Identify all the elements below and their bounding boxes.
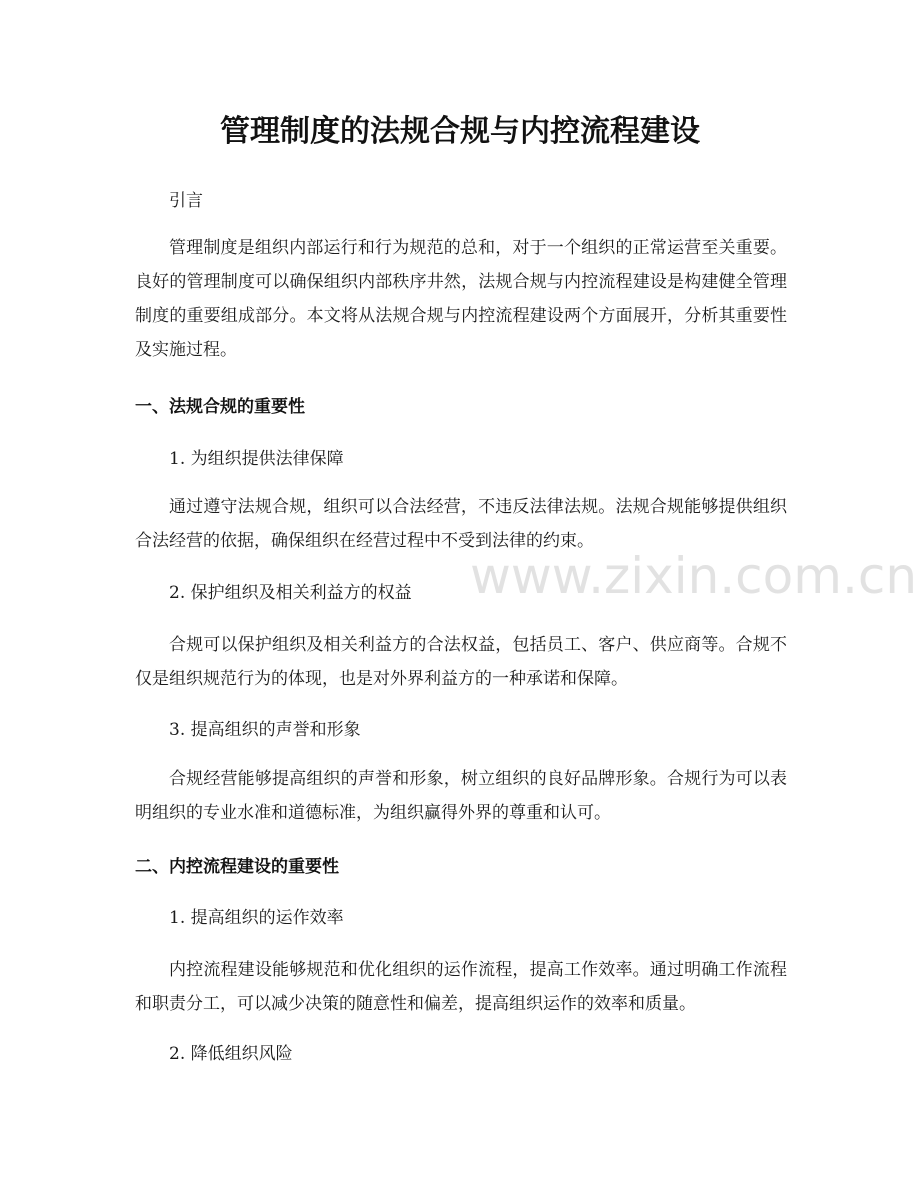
section-2-item-2-label: 2. 降低组织风险 (169, 1044, 293, 1064)
intro-paragraph: 管理制度是组织内部运行和行为规范的总和，对于一个组织的正常运营至关重要。良好的管理制度可以确保组织内部秩序井然，法规合规与内控流程建设是构建健全管理制度的重要组成部分。本文将从法规合规与内控流程建设两个方面展开，分析其重要性及实施过程。 (135, 238, 787, 360)
section-1-item-3-label: 3. 提高组织的声誉和形象 (169, 720, 361, 740)
section-1-item-2-text: 合规可以保护组织及相关利益方的合法权益，包括员工、客户、供应商等。合规不仅是组织规范行为的体现，也是对外界利益方的一种承诺和保障。 (135, 635, 787, 689)
section-2-heading: 二、内控流程建设的重要性 (135, 857, 339, 877)
section-2-item-1-text: 内控流程建设能够规范和优化组织的运作流程，提高工作效率。通过明确工作流程和职责分工，可以减少决策的随意性和偏差，提高组织运作的效率和质量。 (135, 960, 787, 1014)
section-1-item-3-text: 合规经营能够提高组织的声誉和形象，树立组织的良好品牌形象。合规行为可以表明组织的专业水准和道德标准，为组织赢得外界的尊重和认可。 (135, 769, 787, 823)
intro-label: 引言 (169, 191, 203, 211)
section-1-item-1-label: 1. 为组织提供法律保障 (169, 449, 344, 469)
section-1-heading: 一、法规合规的重要性 (135, 397, 305, 417)
section-1-item-1-text: 通过遵守法规合规，组织可以合法经营，不违反法律法规。法规合规能够提供组织合法经营的依据，确保组织在经营过程中不受到法律的约束。 (135, 497, 787, 551)
section-2-item-1-label: 1. 提高组织的运作效率 (169, 908, 344, 928)
section-1-item-2-label: 2. 保护组织及相关利益方的权益 (169, 583, 412, 603)
watermark: www.zixin.com.cn (470, 547, 918, 605)
document-title: 管理制度的法规合规与内控流程建设 (220, 114, 700, 149)
